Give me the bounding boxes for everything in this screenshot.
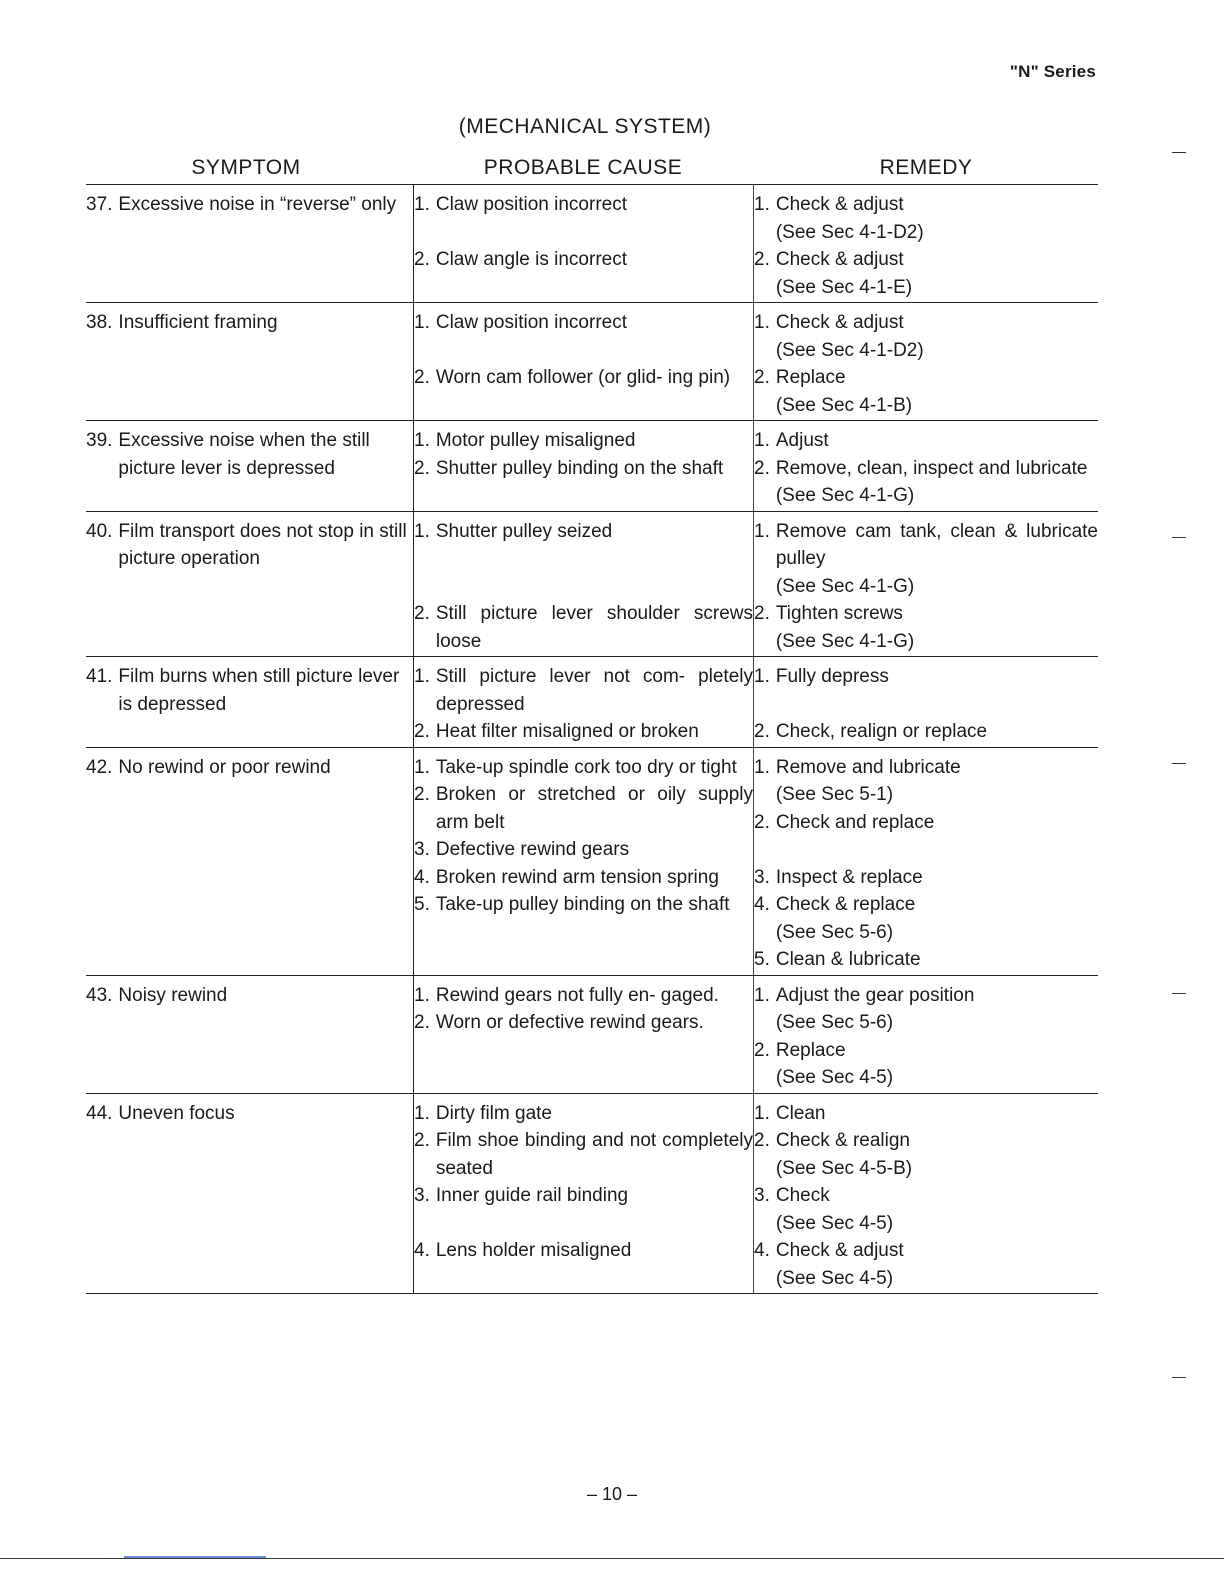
cause-cell [414, 303, 754, 421]
cause-item [414, 864, 753, 892]
symptom-number: 43. [86, 984, 113, 1006]
remedy-text: Check [775, 1185, 830, 1206]
remedy-item [754, 1100, 1098, 1128]
remedy-text: Check, realign or replace [775, 721, 988, 742]
cause-text: Worn or defective rewind gears. [435, 1012, 704, 1033]
cause-item [414, 1182, 753, 1210]
symptom-cell [86, 657, 414, 748]
cause-text: Inner guide rail binding [435, 1185, 629, 1206]
cause-cell [414, 185, 754, 303]
table-row [86, 1093, 1098, 1294]
page-number: – 10 – [586, 1484, 638, 1504]
remedy-item [754, 518, 1098, 601]
remedy-cell [754, 657, 1099, 748]
cause-item [414, 836, 753, 864]
symptom-number: 40. [86, 520, 113, 542]
remedy-cell [754, 975, 1099, 1093]
remedy-number: 3. [754, 1185, 770, 1206]
spacer [414, 1210, 753, 1238]
remedy-text: Clean [775, 1102, 826, 1124]
remedy-item [754, 427, 1098, 455]
symptom-cell [86, 303, 414, 421]
cause-text: Lens holder misaligned [435, 1240, 632, 1261]
spacer [414, 573, 753, 601]
margin-mark [1172, 152, 1186, 153]
symptom-number: 42. [86, 756, 113, 778]
cause-number: 1. [414, 194, 430, 215]
symptom-cell [86, 1093, 414, 1294]
remedy-item [754, 982, 1098, 1037]
remedy-number: 3. [754, 866, 770, 888]
remedy-text: Check & realign [775, 1130, 910, 1151]
cause-number: 2. [414, 1130, 430, 1151]
remedy-text: Check and replace [775, 811, 935, 833]
symptom-number: 41. [86, 666, 113, 687]
cause-number: 2. [414, 721, 430, 742]
cause-text: Shutter pulley binding on the shaft [435, 457, 724, 479]
remedy-item [754, 891, 1098, 946]
symptom-number: 39. [86, 430, 113, 451]
cause-text: Worn cam follower (or glid- ing pin) [435, 367, 731, 388]
remedy-number: 2. [754, 249, 770, 270]
remedy-number: 5. [754, 949, 770, 970]
remedy-number: 2. [754, 367, 770, 388]
troubleshooting-table [86, 184, 1098, 1294]
cause-number: 1. [414, 520, 430, 542]
cause-text: Rewind gears not fully en- gaged. [435, 984, 719, 1006]
symptom-text: Film burns when still picture lever is depressed [118, 666, 400, 715]
table-row [86, 185, 1098, 303]
cause-cell [414, 975, 754, 1093]
remedy-number: 1. [754, 520, 770, 542]
cause-text: Take-up spindle cork too dry or tight [435, 756, 737, 778]
cause-text: Still picture lever shoulder screws loose [435, 603, 753, 652]
cause-number: 2. [414, 603, 430, 624]
cause-item [414, 663, 753, 718]
remedy-reference: (See Sec 5-1) [775, 784, 894, 805]
margin-mark [1172, 537, 1186, 538]
column-header-remedy: REMEDY [879, 156, 973, 179]
series-label: "N" Series [1009, 62, 1096, 81]
remedy-item [754, 663, 1098, 691]
section-title: (MECHANICAL SYSTEM) [458, 115, 712, 138]
cause-text: Broken rewind arm tension spring [435, 866, 719, 888]
symptom-text: Uneven focus [118, 1102, 235, 1124]
table-row [86, 421, 1098, 512]
remedy-reference: (See Sec 4-5) [775, 1067, 894, 1088]
remedy-text: Check & adjust [775, 249, 904, 270]
remedy-text: Adjust [775, 430, 829, 451]
cause-number: 1. [414, 666, 430, 687]
cause-item [414, 191, 753, 219]
remedy-reference: (See Sec 4-1-D2) [775, 339, 924, 361]
cause-number: 2. [414, 457, 430, 479]
column-header-cause: PROBABLE CAUSE [483, 156, 683, 179]
cause-item [414, 600, 753, 655]
remedy-cell [754, 511, 1099, 657]
remedy-reference: (See Sec 4-5) [775, 1267, 894, 1289]
margin-mark [1172, 993, 1186, 994]
remedy-item [754, 364, 1098, 419]
remedy-number: 1. [754, 984, 770, 1006]
remedy-item [754, 718, 1098, 746]
remedy-reference: (See Sec 4-1-B) [775, 394, 913, 416]
symptom-text: Excessive noise in “reverse” only [118, 194, 397, 215]
symptom-cell [86, 511, 414, 657]
cause-item [414, 718, 753, 746]
remedy-reference: (See Sec 4-5) [775, 1212, 894, 1234]
cause-item [414, 246, 753, 274]
remedy-text: Clean & lubricate [775, 949, 921, 970]
cause-number: 1. [414, 430, 430, 451]
cause-number: 5. [414, 894, 430, 915]
remedy-item [754, 864, 1098, 892]
cause-number: 1. [414, 312, 430, 333]
cause-number: 3. [414, 839, 430, 860]
remedy-number: 1. [754, 312, 770, 333]
remedy-item [754, 600, 1098, 655]
remedy-number: 2. [754, 811, 770, 833]
remedy-number: 4. [754, 1240, 770, 1261]
symptom-text: Insufficient framing [118, 312, 278, 333]
cause-item [414, 781, 753, 836]
remedy-item [754, 809, 1098, 837]
symptom-cell [86, 975, 414, 1093]
symptom-cell [86, 421, 414, 512]
cause-text: Take-up pulley binding on the shaft [435, 894, 730, 915]
cause-cell [414, 657, 754, 748]
spacer [754, 836, 1098, 864]
bottom-rule [0, 1558, 1224, 1559]
remedy-number: 2. [754, 457, 770, 479]
cause-number: 4. [414, 1240, 430, 1261]
cause-number: 2. [414, 784, 430, 805]
cause-text: Defective rewind gears [435, 839, 630, 860]
remedy-text: Fully depress [775, 666, 889, 687]
remedy-item [754, 246, 1098, 301]
remedy-number: 4. [754, 894, 770, 915]
cause-text: Claw position incorrect [435, 312, 627, 333]
table-row [86, 657, 1098, 748]
cause-text: Still picture lever not com- pletely depressed [435, 666, 753, 715]
cause-text: Claw angle is incorrect [435, 249, 627, 270]
cause-text: Claw position incorrect [435, 194, 627, 215]
remedy-item [754, 191, 1098, 246]
symptom-text: Noisy rewind [118, 984, 228, 1006]
symptom-text: No rewind or poor rewind [118, 756, 331, 778]
remedy-item [754, 1182, 1098, 1237]
remedy-text: Replace [775, 1039, 846, 1061]
table-row [86, 303, 1098, 421]
cause-number: 2. [414, 1012, 430, 1033]
cause-item [414, 455, 753, 483]
remedy-text: Check & adjust [775, 1240, 904, 1261]
remedy-text: Inspect & replace [775, 866, 923, 888]
cause-cell [414, 421, 754, 512]
remedy-number: 2. [754, 1039, 770, 1061]
remedy-text: Remove and lubricate [775, 756, 961, 778]
cause-item [414, 1100, 753, 1128]
remedy-reference: (See Sec 4-5-B) [775, 1157, 913, 1179]
remedy-cell [754, 303, 1099, 421]
remedy-text: Check & replace [775, 894, 916, 915]
spacer [414, 219, 753, 247]
cause-item [414, 891, 753, 919]
cause-item [414, 1237, 753, 1265]
remedy-item [754, 1237, 1098, 1292]
remedy-text: Adjust the gear position [775, 984, 975, 1006]
cause-item [414, 982, 753, 1010]
remedy-number: 2. [754, 721, 770, 742]
remedy-item [754, 309, 1098, 364]
cause-number: 2. [414, 367, 430, 388]
symptom-number: 44. [86, 1102, 113, 1124]
remedy-item [754, 1037, 1098, 1092]
remedy-number: 1. [754, 1102, 770, 1124]
cause-item [414, 309, 753, 337]
remedy-cell [754, 747, 1099, 975]
remedy-number: 1. [754, 430, 770, 451]
symptom-cell [86, 747, 414, 975]
remedy-text: Remove cam tank, clean & lubricate pulley [775, 520, 1098, 569]
table-row [86, 511, 1098, 657]
remedy-reference: (See Sec 4-1-G) [775, 575, 915, 597]
cause-item [414, 518, 753, 546]
cause-number: 2. [414, 249, 430, 270]
spacer [414, 337, 753, 365]
remedy-reference: (See Sec 5-6) [775, 921, 894, 943]
cause-number: 1. [414, 984, 430, 1006]
cause-cell [414, 1093, 754, 1294]
remedy-number: 2. [754, 603, 770, 624]
margin-mark [1172, 763, 1186, 764]
remedy-cell [754, 421, 1099, 512]
remedy-item [754, 455, 1098, 510]
remedy-number: 2. [754, 1130, 770, 1151]
remedy-reference: (See Sec 4-1-E) [775, 276, 913, 298]
remedy-item [754, 946, 1098, 974]
remedy-item [754, 754, 1098, 809]
remedy-cell [754, 1093, 1099, 1294]
cause-text: Dirty film gate [435, 1102, 552, 1124]
cause-cell [414, 747, 754, 975]
remedy-text: Remove, clean, inspect and lubricate [775, 457, 1088, 479]
margin-mark [1172, 1377, 1186, 1378]
spacer [414, 545, 753, 573]
cause-number: 3. [414, 1185, 430, 1206]
cause-number: 1. [414, 756, 430, 778]
remedy-text: Replace [775, 367, 846, 388]
cause-text: Heat filter misaligned or broken [435, 721, 699, 742]
remedy-text: Check & adjust [775, 194, 904, 215]
cause-item [414, 754, 753, 782]
cause-item [414, 364, 753, 392]
cause-cell [414, 511, 754, 657]
cause-number: 1. [414, 1102, 430, 1124]
cause-text: Shutter pulley seized [435, 520, 613, 542]
remedy-text: Tighten screws [775, 603, 903, 624]
table-row [86, 747, 1098, 975]
symptom-number: 38. [86, 312, 113, 333]
cause-number: 4. [414, 866, 430, 888]
cause-item [414, 1009, 753, 1037]
remedy-reference: (See Sec 4-1-G) [775, 485, 915, 506]
cause-item [414, 427, 753, 455]
remedy-cell [754, 185, 1099, 303]
remedy-text: Check & adjust [775, 312, 904, 333]
symptom-text: Film transport does not stop in still picture operation [118, 520, 407, 569]
cause-text: Broken or stretched or oily supply arm belt [435, 784, 753, 833]
column-header-symptom: SYMPTOM [191, 156, 301, 179]
spacer [754, 691, 1098, 719]
remedy-number: 1. [754, 756, 770, 778]
symptom-text: Excessive noise when the still picture lever is depressed [118, 430, 370, 479]
remedy-number: 1. [754, 194, 770, 215]
remedy-item [754, 1127, 1098, 1182]
remedy-reference: (See Sec 4-1-G) [775, 630, 915, 652]
troubleshooting-table-body [86, 185, 1098, 1294]
cause-text: Motor pulley misaligned [435, 430, 636, 451]
remedy-reference: (See Sec 4-1-D2) [775, 221, 924, 243]
cause-text: Film shoe binding and not completely seated [435, 1130, 753, 1179]
remedy-reference: (See Sec 5-6) [775, 1012, 894, 1033]
symptom-cell [86, 185, 414, 303]
symptom-number: 37. [86, 194, 113, 215]
cause-item [414, 1127, 753, 1182]
remedy-number: 1. [754, 666, 770, 687]
table-row [86, 975, 1098, 1093]
